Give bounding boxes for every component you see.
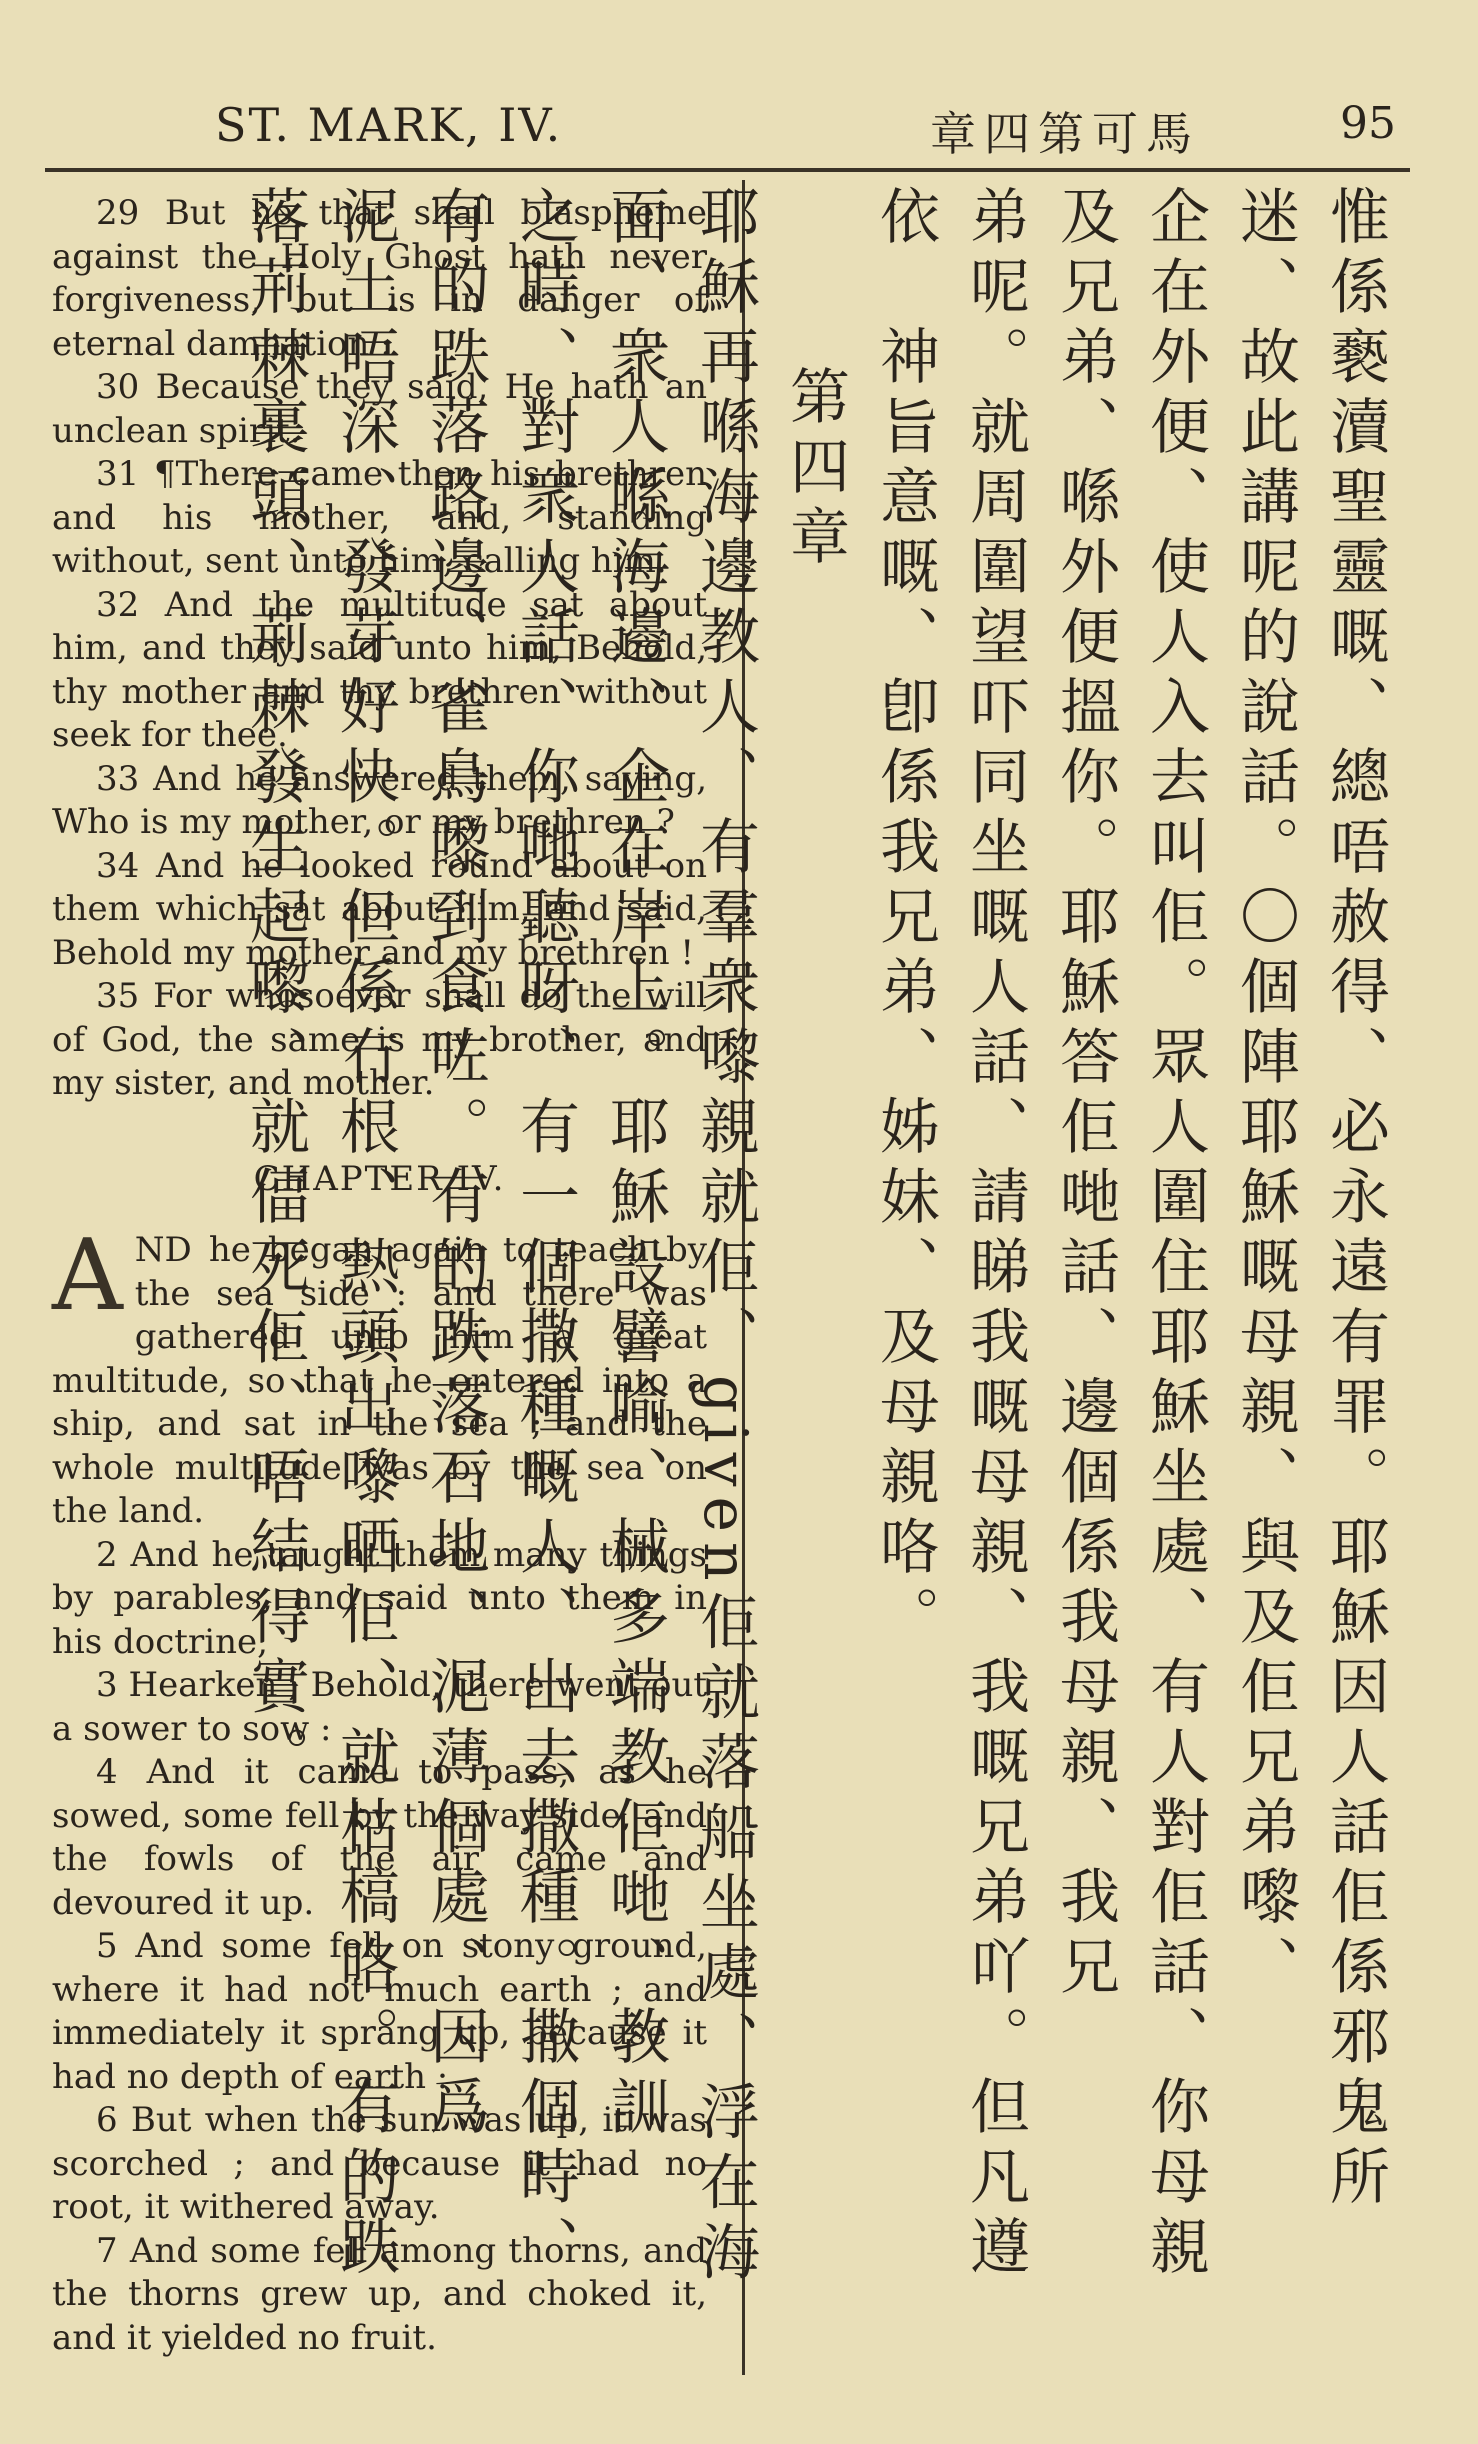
verse-1-text: ND he began again to teach by the sea side : and there was gathered unto him a great multitude, so that he entered into a ship, and sat in the sea ; and the whole multitude was by the sea on the land. bbox=[52, 1230, 707, 1531]
chinese-column-line: 之時、對衆人話、你哋聽呀、有一個撒種嘅人、出去撒種。撒個時、有的跌落路邊、雀鳥嚟到食咗。有的跌落石地、泥薄個處、因爲 bbox=[420, 185, 580, 2285]
chinese-column-line: 弟呢。就周圍望吓同坐嘅人話、請睇我嘅母親、我嘅兄弟吖。但凡遵依 神旨意嘅、卽係我兄弟、姊妹、及母親咯。 bbox=[870, 185, 1030, 2285]
page-number: 95 bbox=[1340, 98, 1396, 149]
chinese-column bbox=[230, 185, 1400, 2335]
verse-5: 5 And some fell on stony ground, where it had not much earth ; and immediately it sprang up, because it had no depth of earth : bbox=[52, 1926, 707, 2097]
verse-31: 31 ¶There came then his brethren and his mother, and, standing without, sent unto him, calling him. bbox=[52, 454, 707, 581]
chinese-column-line: 耶穌再喺海邊教人、有羣衆嚟親就佢、given佢就落船坐處、浮在海面、衆人喺海邊、企在岸上。耶穌設譬喻、械多端教佢哋、教訓 bbox=[600, 185, 760, 2291]
chinese-column-line: 泥土唔深、發芽好快。但係冇根、熱頭出嚟晒佢、就枯槁咯。有的跌落荊棘裏頭、荊棘發生起嚟、就偪死佢、唔結得實。 bbox=[240, 185, 400, 2285]
running-head-english: ST. MARK, IV. bbox=[215, 98, 563, 152]
running-head-chinese: 章四第可馬 bbox=[930, 107, 1200, 161]
verse-30: 30 Because they said, He hath an unclean spirit. bbox=[52, 367, 707, 451]
verse-7: 7 And some fell among thorns, and the thorns grew up, and choked it, and it yielded no fruit. bbox=[52, 2230, 707, 2358]
chinese-column-line: 企在外便、使人入去叫佢。眾人圍住耶穌坐處、有人對佢話、你母親及兄弟、喺外便搵你。耶穌答佢哋話、邊個係我母親、我兄 bbox=[1050, 185, 1210, 2285]
verse-34: 34 And he looked round about on them which sat about him, and said, Behold my mother and my brethren ! bbox=[52, 845, 707, 973]
verse-3: 3 Hearken ; Behold, there went out a sower to sow : bbox=[52, 1665, 707, 1749]
verse-4: 4 And it came to pass, as he sowed, some fell by the way side, and the fowls of the air came and devoured it up. bbox=[52, 1752, 707, 1923]
verse-2: 2 And he taught them many things by parables, and said unto them in his doctrine, bbox=[52, 1534, 707, 1662]
drop-cap: A bbox=[52, 1219, 123, 1333]
chinese-column-line: 惟係褻瀆聖靈嘅、總唔赦得、必永遠有罪。耶穌因人話佢係邪鬼所迷、故此講呢的說話。〇個陣耶穌嘅母親、與及佢兄弟嚟、 bbox=[1230, 185, 1390, 2215]
chapter-heading: CHAPTER IV. bbox=[253, 1158, 506, 1199]
verse-33: 33 And he answered them, saying, Who is my mother, or my brethren ? bbox=[52, 758, 707, 842]
header-rule bbox=[45, 168, 1410, 172]
verse-35: 35 For whosoever shall do the will of God, the same is my brother, and my sister, and mother. bbox=[52, 976, 707, 1103]
verse-29: 29 But he that shall blaspheme against the Holy Ghost hath never forgiveness, but is in danger of eternal damnation : bbox=[52, 193, 707, 364]
chinese-chapter-heading: 第四章 bbox=[780, 365, 850, 575]
verse-32: 32 And the multitude sat about him, and they said unto him, Behold, thy mother and thy brethren without seek for thee. bbox=[52, 584, 707, 755]
verse-6: 6 But when the sun was up, it was scorched ; and because it had no root, it withered away. bbox=[52, 2100, 707, 2227]
